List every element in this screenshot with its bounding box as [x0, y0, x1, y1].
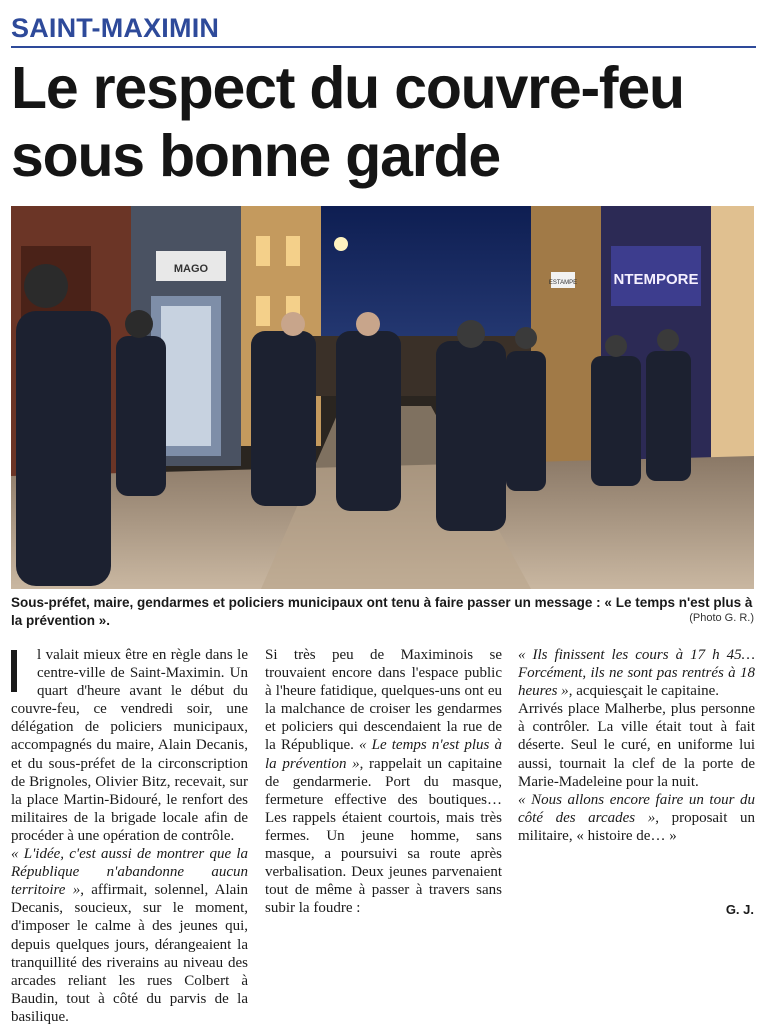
quote-mayor: « L'idée, c'est aussi de montrer que la République n'abandonne aucun territoire »: [11, 846, 248, 899]
paragraph-students-text: , acquiesçait le capitaine.: [568, 683, 720, 700]
photo-illustration: [11, 206, 754, 589]
paragraph-closing-text: , proposait un militaire, « histoire de… »: [518, 809, 755, 844]
paragraph-closing: [518, 791, 755, 845]
drop-cap: [11, 650, 31, 692]
photo-caption: Sous-préfet, maire, gendarmes et policiers municipaux ont tenu à faire passer un message : « Le temps n'est plus à la prévention ».: [11, 595, 753, 628]
author-signature: G. J.: [725, 902, 754, 917]
article-photo: [11, 206, 754, 589]
paragraph-quote-mayor: [11, 845, 248, 1026]
paragraph-intro: [11, 646, 248, 845]
photo-credit: (Photo G. R.): [689, 612, 754, 624]
quote-captain: « Le temps n'est plus à la prévention »: [265, 737, 503, 772]
shop-sign-2: ESTAMPE: [548, 280, 578, 286]
article-headline: Le respect du couvre-feu sous bonne garde: [11, 55, 684, 189]
paragraph-checks-text: Si très peu de Maximinois se trouvaient encore dans l'espace public à l'heure fatidique, quelques-uns ont eu la malchance de croiser les gendarmes et policiers qui descendaient la rue de la République.: [265, 647, 502, 754]
article-column-2: [265, 646, 502, 917]
quote-military: « Nous allons encore faire un tour du côté des arcades »: [518, 791, 755, 826]
section-title: SAINT-MAXIMIN: [11, 13, 220, 43]
paragraph-checks-text-2: , rappelait un capitaine de gendarmerie. Port du masque, fermeture effective des boutiques… Les rappels étaient courtois, mais très fermes. Un jeune homme, sans masque, a poursuivi sa route après verbalisation. Deux jeunes parvenaient tout de même à passer à travers sans subir la foudre :: [265, 755, 502, 917]
paragraph-intro-text: l valait mieux être en règle dans le centre-ville de Saint-Maximin. Un quart d'heure avant le début du couvre-feu, ce vendredi soir, une délégation de policiers municipaux, accompagnés du maire, Alain Decanis, et du sous-préfet de la circonscription de Brignoles, Olivier Bitz, recevait, sur la place Martin-Bidouré, le renfort des militaires de la brigade locale afin de procéder à une opération de contrôle.: [11, 647, 248, 844]
paragraph-mayor-text: , affirmait, solennel, Alain Decanis, soucieux, sur le moment, d'imposer le calme à des jeunes qui, depuis quelques jours, dérangeaient la tranquillité des riverains au niveau des arcades reliant les rues Colbert à Baudin, tout à côté du parvis de la basilique.: [11, 882, 248, 1025]
shop-sign-1: MAGO: [173, 263, 209, 275]
paragraph-students: [518, 646, 755, 700]
quote-students: « Ils finissent les cours à 17 h 45… Forcément, ils ne sont pas rentrés à 18 heures »: [518, 647, 755, 700]
section-rubric: [11, 10, 756, 48]
paragraph-checks: [265, 646, 502, 917]
shop-sign-night: NTEMPORE: [613, 271, 699, 288]
paragraph-malherbe: Arrivés place Malherbe, plus personne à contrôler. La ville était tout à fait déserte. Seul le curé, en uniforme lui aussi, tournait la clef de la porte de Marie-Madeleine pour la nuit.: [518, 701, 755, 790]
article-column-1: [11, 646, 248, 1026]
article-column-3: [518, 646, 755, 845]
